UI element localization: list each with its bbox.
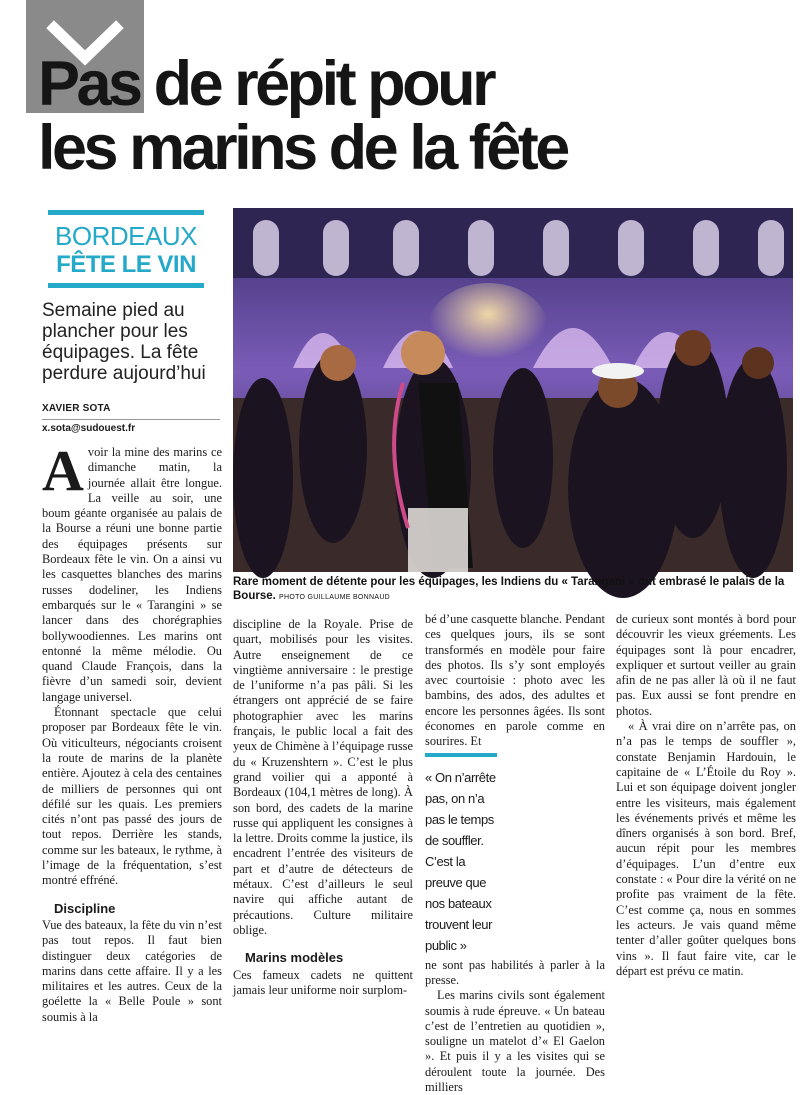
rubric-label <box>48 210 204 294</box>
dropcap: A <box>42 438 84 503</box>
rubric-top-bar <box>48 210 204 215</box>
paragraph: de curieux sont montés à bord pour découvrir les vieux gréements. Les équipages sont là pour encadrer, expliquer et surtout veiller au grain afin de ne pas aller là où il ne faut pas. Eux aussi se font prendre en photos. <box>616 612 796 718</box>
paragraph <box>425 612 605 750</box>
subhead-marins-modeles: Marins modèles <box>245 950 344 966</box>
article-column-1 <box>42 438 222 1025</box>
pull-quote-text: « On n’arrête pas, on n’a pas le temps de souffler. C’est la preuve que nos bateaux trouvent leur public » <box>425 769 496 953</box>
article-column-2 <box>233 617 413 998</box>
byline <box>42 403 220 434</box>
paragraph: discipline de la Royale. Prise de quart, mobilisés pour les visites. Autre enseignement de ce vingtième anniversaire : le prestige de l’uniforme n’a pas pâli. Si les étrangers ont apprécié de se faire photographier avec les marins français, le public local a fait des yeux de Chimène à l’équipage russe du « Kruzenshtern ». C’est le plus grand voilier qui a apponté à Bordeaux (104,1 mètres de long). À son bord, des cadets de la marine russe qui appliquent les consignes à la lettre. Droits comme la justice, ils encadrent l’entrée des visiteurs de part et d’autre de détecteurs de métaux. C’est d’ailleurs le seul navire qui affiche autant de précautions. Culture militaire oblige. <box>233 617 413 937</box>
subhead-discipline: Discipline <box>54 900 116 916</box>
standfirst: Semaine pied au plancher pour les équipages. La fête perdure aujourd’hui <box>42 300 206 384</box>
paragraph-text: voir la mine des marins ce dimanche matin, la journée allait être longue. La veille au soir, une boum géante organisée au palais de la Bourse a réuni une bonne partie des équipages présents sur Bordeaux fête le vin. On a ainsi vu les casquettes blanches des marins russes dodeliner, les Indiens embarqués sur le « Tarangini » se lancer dans des chorégraphies bollywoodiennes. Les marins ont entonné la même mélodie. Ou quand Claude François, dans la fièvre d’un samedi soir, devient langage universel. <box>42 445 222 704</box>
rubric-line-1: BORDEAUX <box>55 221 197 251</box>
paragraph: Les marins civils sont également soumis à rude épreuve. « Un bateau c’est de l’entretien au quotidien », souligne un matelot d’« El Gaelon ». Et puis il y a les visites qui se déroulent toute la journée. Des milliers <box>425 988 605 1095</box>
rubric-bottom-bar <box>48 283 204 288</box>
paragraph-text: bé d’une casquette blanche. Pendant ces quelques jours, ils se sont transformés en modèle pour faire des photos. Ils s’y sont employés avec courtoisie : photo avec les bambins, des ados, des adultes et encore les personnes âgées. Ils sont économes en parole comme en sourires. Et <box>425 612 605 749</box>
paragraph: Vue des bateaux, la fête du vin n’est pas tout repos. Il faut bien distinguer deux catégories de marins dans cette affaire. Il y a les militaires et les autres. Ceux de la goélette la « Belle Poule » sont soumis à la <box>42 917 222 1024</box>
article-column-3 <box>425 612 605 1095</box>
paragraph: Étonnant spectacle que celui proposer par Bordeaux fête le vin. Où viticulteurs, négociants croisent la route de marins de la planète entière. Ajoutez à cela des centaines de milliers de personnes qui ont défilé sur les quais. Les premiers cités n’ont pas passé des jours de tout repos. Derrière les stands, comme sur les bateaux, le rythme, à l’image de la fréquentation, s’est montré effréné. <box>42 705 222 888</box>
paragraph <box>42 438 222 705</box>
paragraph: ne sont pas habilités à parler à la presse. <box>425 957 605 987</box>
paragraph: « À vrai dire on n’arrête pas, on n’a pas le temps de souffler », constate Benjamin Hardouin, le capitaine de « L’Étoile du Roy ». Lui et son équipage doivent jongler entre les visiteurs, mais également les événements privés et même les dîners organisés à son bord. Bref, aucun répit pour les membres d’équipages. L’un d’entre eux constate : « Pour dire la vérité on ne profite pas vraiment de la fête. C’est comme ça, nous en sommes les acteurs. Je vais quand même tenter d’aller goûter quelques bons vins ». Il faut faire vite, car le départ est prévu ce matin. <box>616 719 796 978</box>
headline <box>38 49 758 183</box>
photo-caption <box>233 575 793 605</box>
pull-quote-rule <box>425 753 497 757</box>
article-column-4 <box>616 612 796 979</box>
photo-credit: PHOTO GUILLAUME BONNAUD <box>279 594 391 601</box>
headline-line-2: les marins de la fête <box>38 113 567 183</box>
pull-quote <box>425 753 505 956</box>
headline-line-1: Pas de répit pour <box>38 49 494 119</box>
byline-email[interactable]: x.sota@sudouest.fr <box>42 419 220 434</box>
caption-text: Rare moment de détente pour les équipages, les Indiens du « Tarangani » ont embrasé le palais de la Bourse. <box>233 576 785 602</box>
paragraph: Ces fameux cadets ne quittent jamais leur uniforme noir surplom- <box>233 967 413 997</box>
article-photo <box>233 208 793 572</box>
dance-scene-image <box>233 208 793 572</box>
rubric-line-2: FÊTE LE VIN <box>56 251 196 278</box>
byline-author: XAVIER SOTA <box>42 403 111 414</box>
